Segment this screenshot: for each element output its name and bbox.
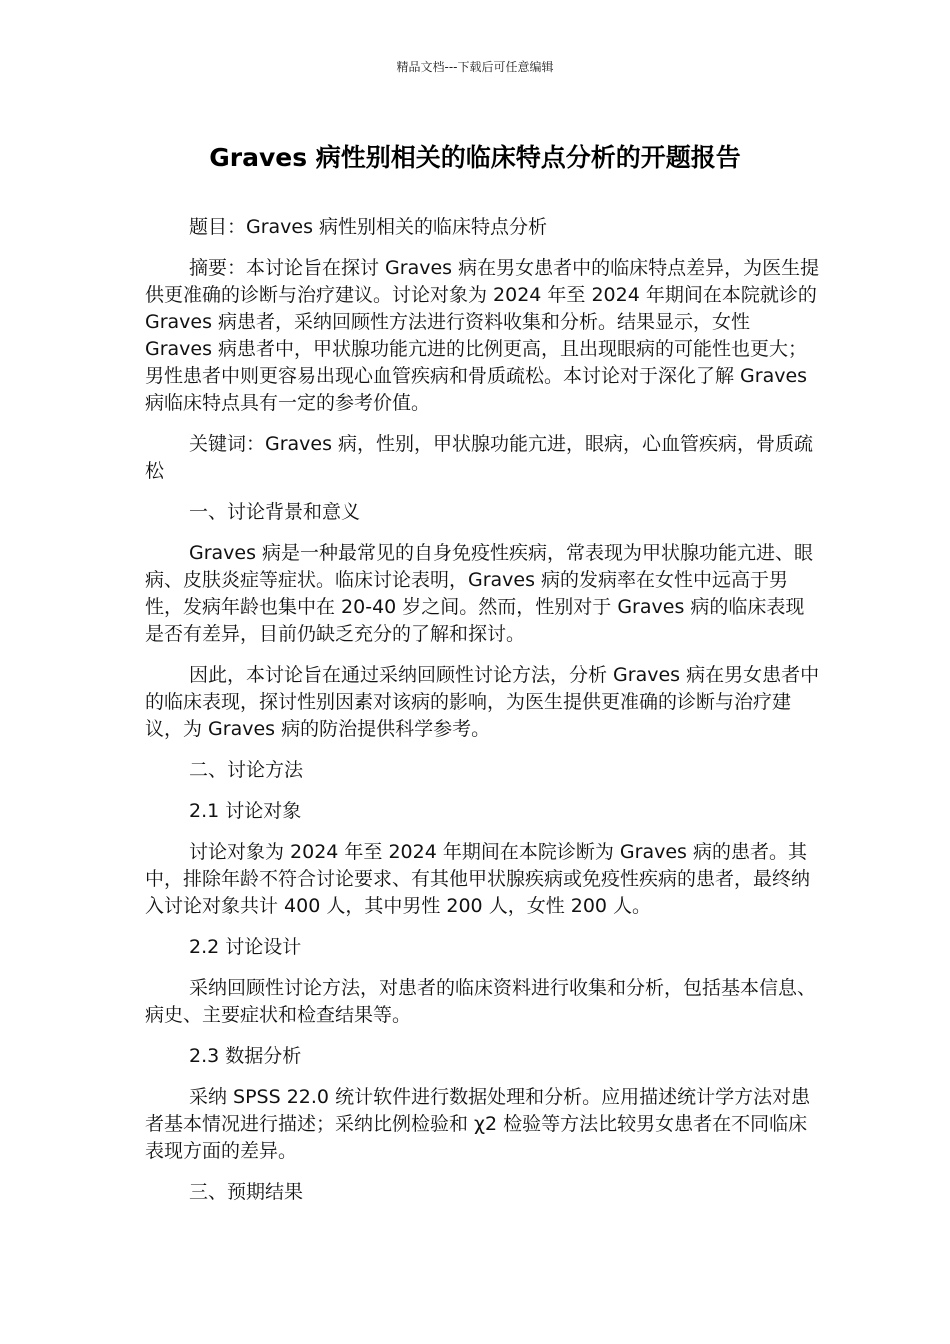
section-heading-methods: 二、讨论方法 bbox=[189, 759, 304, 781]
document-title: Graves 病性别相关的临床特点分析的开题报告 bbox=[209, 143, 741, 172]
subjects-paragraph: 讨论对象为 2024 年至 2024 年期间在本院诊断为 Graves 病的患者。其中，排除年龄不符合讨论要求、有其他甲状腺疾病或免疫性疾病的患者，最终纳入讨论对象共计 400 人，其中男性 200 人，女性 200 人。 bbox=[145, 841, 811, 917]
page-header: 精品文档---下载后可任意编辑 bbox=[396, 60, 554, 74]
document-body bbox=[145, 214, 820, 1220]
subsection-heading-subjects: 2.1 讨论对象 bbox=[189, 800, 302, 822]
subsection-heading-analysis: 2.3 数据分析 bbox=[189, 1045, 302, 1067]
background-paragraph-1: Graves 病是一种最常见的自身免疫性疾病，常表现为甲状腺功能亢进、眼病、皮肤炎症等症状。临床讨论表明，Graves 病的发病率在女性中远高于男性，发病年龄也集中在 20-40 岁之间。然而，性别对于 Graves 病的临床表现是否有差异，目前仍缺乏充分的了解和探讨。 bbox=[145, 542, 814, 645]
topic-line: 题目：Graves 病性别相关的临床特点分析 bbox=[189, 216, 548, 238]
subsection-heading-design: 2.2 讨论设计 bbox=[189, 936, 302, 958]
keywords-paragraph: 关键词：Graves 病，性别，甲状腺功能亢进，眼病，心血管疾病，骨质疏松 bbox=[145, 433, 814, 482]
section-heading-expected-results: 三、预期结果 bbox=[189, 1181, 304, 1203]
analysis-paragraph: 采纳 SPSS 22.0 统计软件进行数据处理和分析。应用描述统计学方法对患者基本情况进行描述；采纳比例检验和 χ2 检验等方法比较男女患者在不同临床表现方面的差异。 bbox=[145, 1086, 811, 1162]
design-paragraph: 采纳回顾性讨论方法，对患者的临床资料进行收集和分析，包括基本信息、病史、主要症状和检查结果等。 bbox=[145, 977, 817, 1026]
abstract-paragraph: 摘要：本讨论旨在探讨 Graves 病在男女患者中的临床特点差异，为医生提供更准确的诊断与治疗建议。讨论对象为 2024 年至 2024 年期间在本院就诊的 Graves 病患者，采纳回顾性方法进行资料收集和分析。结果显示，女性 Graves 病患者中，甲状腺功能亢进的比例更高，且出现眼病的可能性也更大；男性患者中则更容易出现心血管疾病和骨质疏松。本讨论对于深化了解 Graves 病临床特点具有一定的参考价值。 bbox=[145, 257, 820, 414]
section-heading-background: 一、讨论背景和意义 bbox=[189, 501, 361, 523]
background-paragraph-2: 因此，本讨论旨在通过采纳回顾性讨论方法，分析 Graves 病在男女患者中的临床表现，探讨性别因素对该病的影响，为医生提供更准确的诊断与治疗建议，为 Graves 病的防治提供科学参考。 bbox=[145, 664, 820, 740]
